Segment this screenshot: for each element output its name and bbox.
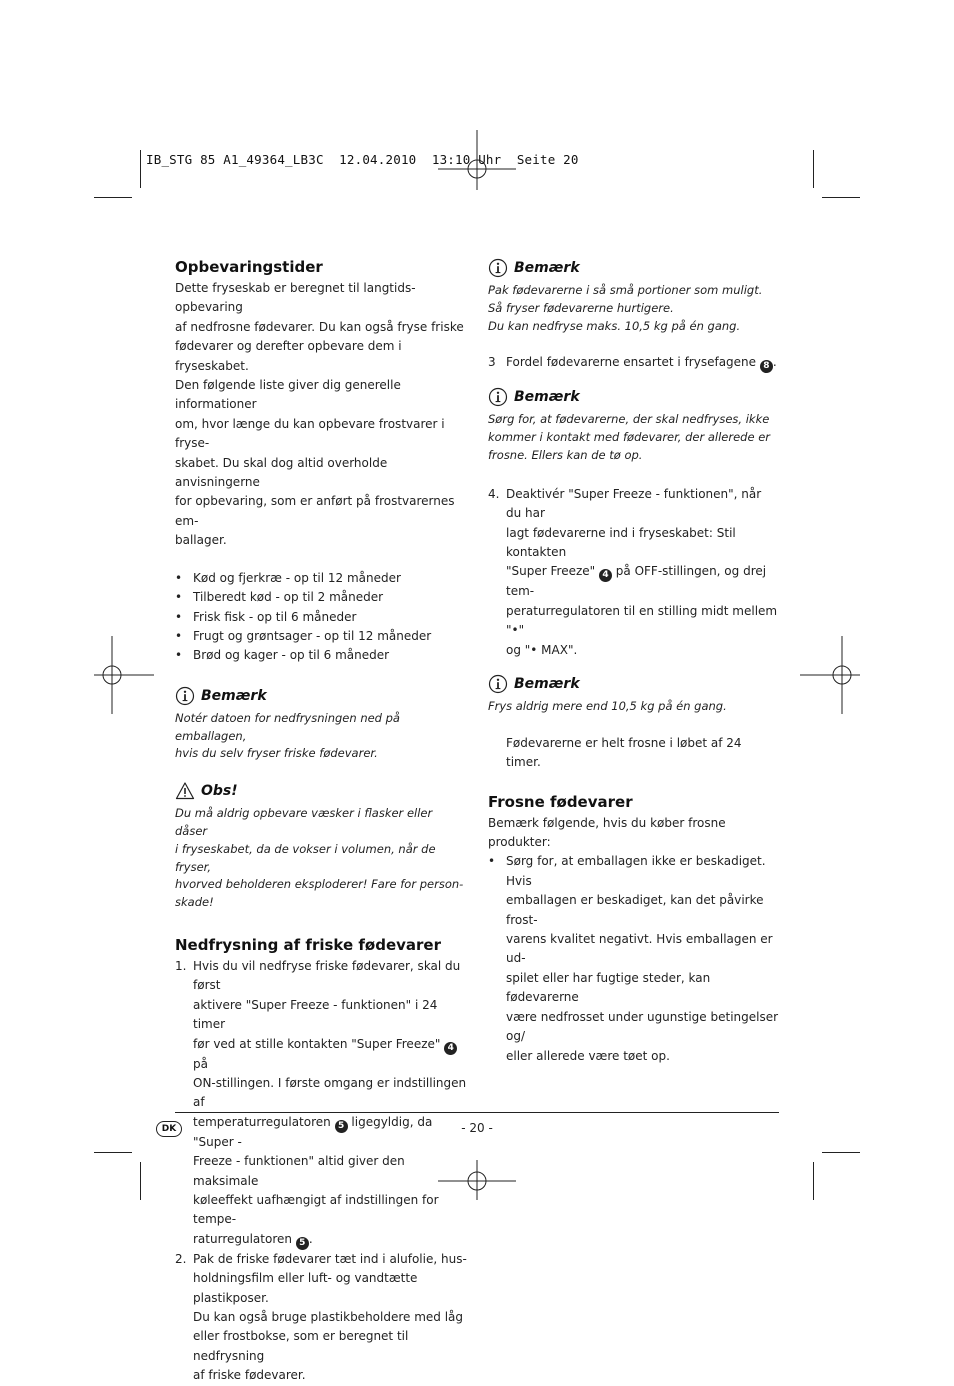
freezing-steps <box>175 957 467 1386</box>
crop-mark <box>813 150 814 188</box>
frozen-list <box>488 852 780 1065</box>
print-header: IB_STG 85 A1_49364_LB3C 12.04.2010 13:10 Uhr Seite 20 <box>146 152 579 167</box>
note-heading: Bemærk <box>488 674 780 694</box>
list-item: 1. Hvis du vil nedfryse friske fødevarer, skal du først aktivere "Super Freeze - funktionen" i 24 timer før ved at stille kontakten "Super Freeze" 4 på ON-stillingen. I første omgang er indstillingen af temperaturregulatoren 5 ligegyldig, da "Super - Freeze - funktionen" altid giver den maksimale køleeffekt uafhængigt af indstillingen for tempe- raturregulatoren 5 . <box>175 958 467 1248</box>
info-icon <box>175 686 195 706</box>
footer-rule <box>175 1112 779 1113</box>
left-column <box>175 258 467 1386</box>
registration-mark-right <box>800 636 860 714</box>
warning-heading: Obs! <box>175 781 467 801</box>
frozen-heading: Frosne fødevarer <box>488 792 633 811</box>
list-item: • Tilberedt kød - op til 2 måneder <box>175 590 384 605</box>
callout-5: 5 <box>296 1237 309 1250</box>
right-column <box>488 258 780 1066</box>
crop-mark <box>822 197 860 198</box>
crop-mark <box>94 197 132 198</box>
note-text: Frys aldrig mere end 10,5 kg på én gang. <box>488 699 727 714</box>
note-heading: Bemærk <box>488 258 780 278</box>
registration-mark-left <box>94 636 154 714</box>
warning-text: Du må aldrig opbevare væsker i flasker eller dåser i fryseskabet, da de vokser i volumen, når de fryser, hvorved beholderen eksploderer! Fare for person- skade! <box>175 806 464 910</box>
step-3 <box>488 353 780 373</box>
list-item: • Sørg for, at emballagen ikke er beskadiget. Hvis emballagen er beskadiget, kan det påvirke frost- varens kvalitet negativt. Hvis emballagen er ud- spilet eller har fugtige steder, kan fødevarerne være nedfrosset under ugunstige betingelser og/ eller allerede være tøet op. <box>488 854 779 1063</box>
note-heading: Bemærk <box>175 686 467 706</box>
callout-5: 5 <box>335 1120 348 1133</box>
crop-mark <box>813 1162 814 1200</box>
info-icon <box>488 387 508 407</box>
crop-mark <box>822 1152 860 1153</box>
storage-paragraph: Dette fryseskab er beregnet til langtids-opbevaring af nedfrosne fødevarer. Du kan også fryse friske fødevarer og derefter opbevare dem i fryseskabet. Den følgende liste giver dig generelle informationer om, hvor længe du kan opbevare frostvarer i fryse- skabet. Du skal dog altid overholde anvisningerne for opbevaring, som er anført på frostvarernes em- ballager. <box>175 281 464 548</box>
note-text: Sørg for, at fødevarerne, der skal nedfryses, ikke kommer i kontakt med fødevarer, der allerede er frosne. Ellers kan de tø op. <box>488 412 771 462</box>
country-badge: DK <box>156 1121 182 1137</box>
page-number: - 20 - <box>461 1121 493 1135</box>
callout-4: 4 <box>599 569 612 582</box>
callout-4: 4 <box>444 1042 457 1055</box>
info-icon <box>488 258 508 278</box>
info-icon <box>488 674 508 694</box>
frozen-time-note: Fødevarerne er helt frosne i løbet af 24 timer. <box>506 735 742 770</box>
list-item: • Frugt og grøntsager - op til 12 måneder <box>175 628 432 643</box>
list-item: 2. Pak de friske fødevarer tæt ind i alufolie, hus- holdningsfilm eller luft- og vandtætte plastikposer. Du kan også bruge plastikbeholdere med låg eller frostbokse, som er beregnet til nedfrysning af friske fødevarer. <box>175 1251 467 1383</box>
note-heading: Bemærk <box>488 387 780 407</box>
crop-mark <box>140 1162 141 1200</box>
note-text: Notér datoen for nedfrysningen ned på emballagen, hvis du selv fryser friske fødevarer. <box>175 710 400 761</box>
storage-list <box>175 569 467 666</box>
storage-heading: Opbevaringstider <box>175 258 323 276</box>
crop-mark <box>94 1152 132 1153</box>
freezing-heading: Nedfrysning af friske fødevarer <box>175 935 441 954</box>
list-item: 4. Deaktivér "Super Freeze - funktionen", når du har lagt fødevarerne ind i fryseskabet: Stil kontakten "Super Freeze" 4 på OFF-stillingen, og drej tem- peraturregulatoren til en stilling midt mellem "•" og "• MAX". <box>488 486 778 657</box>
list-item: • Brød og kager - op til 6 måneder <box>175 648 390 663</box>
list-item: • Frisk fisk - op til 6 måneder <box>175 609 357 624</box>
warning-triangle-icon <box>175 781 195 801</box>
list-item: 3 Fordel fødevarerne ensartet i frysefagene 8 . <box>488 355 777 372</box>
list-item: • Kød og fjerkræ - op til 12 måneder <box>175 570 401 585</box>
callout-8: 8 <box>760 360 773 373</box>
crop-mark <box>140 150 141 188</box>
frozen-intro: Bemærk følgende, hvis du køber frosne produkter: <box>488 815 726 850</box>
note-text: Pak fødevarerne i så små portioner som muligt. Så fryser fødevarerne hurtigere. Du kan nedfryse maks. 10,5 kg på én gang. <box>488 283 763 333</box>
step-4 <box>488 485 780 660</box>
